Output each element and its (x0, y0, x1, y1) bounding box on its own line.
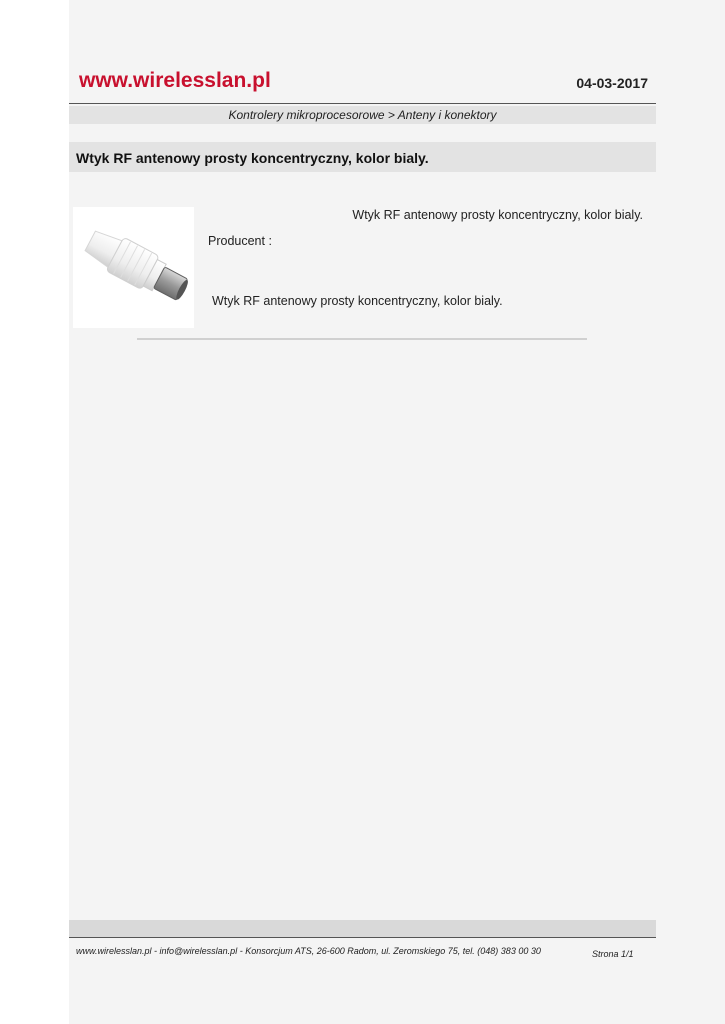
rf-plug-image (73, 207, 194, 328)
product-title-bar (69, 142, 656, 172)
product-description: Wtyk RF antenowy prosty koncentryczny, kolor bialy. (212, 294, 503, 308)
content-divider (137, 338, 587, 340)
document-date: 04-03-2017 (576, 75, 648, 91)
site-title-link[interactable]: www.wirelesslan.pl (79, 69, 271, 92)
product-name: Wtyk RF antenowy prosty koncentryczny, kolor bialy. (352, 208, 643, 222)
header-divider (69, 103, 656, 104)
producer-label: Producent : (208, 234, 272, 248)
page-number: Strona 1/1 (592, 949, 634, 959)
product-title: Wtyk RF antenowy prosty koncentryczny, kolor bialy. (76, 150, 429, 166)
breadcrumb: Kontrolery mikroprocesorowe > Anteny i konektory (69, 106, 656, 124)
footer-bar (69, 920, 656, 937)
footer-contact: www.wirelesslan.pl - info@wirelesslan.pl - Konsorcjum ATS, 26-600 Radom, ul. Zeromskiego 75, tel. (048) 383 00 30 (76, 946, 541, 956)
footer-divider (69, 937, 656, 938)
rf-plug-illustration (73, 207, 194, 328)
